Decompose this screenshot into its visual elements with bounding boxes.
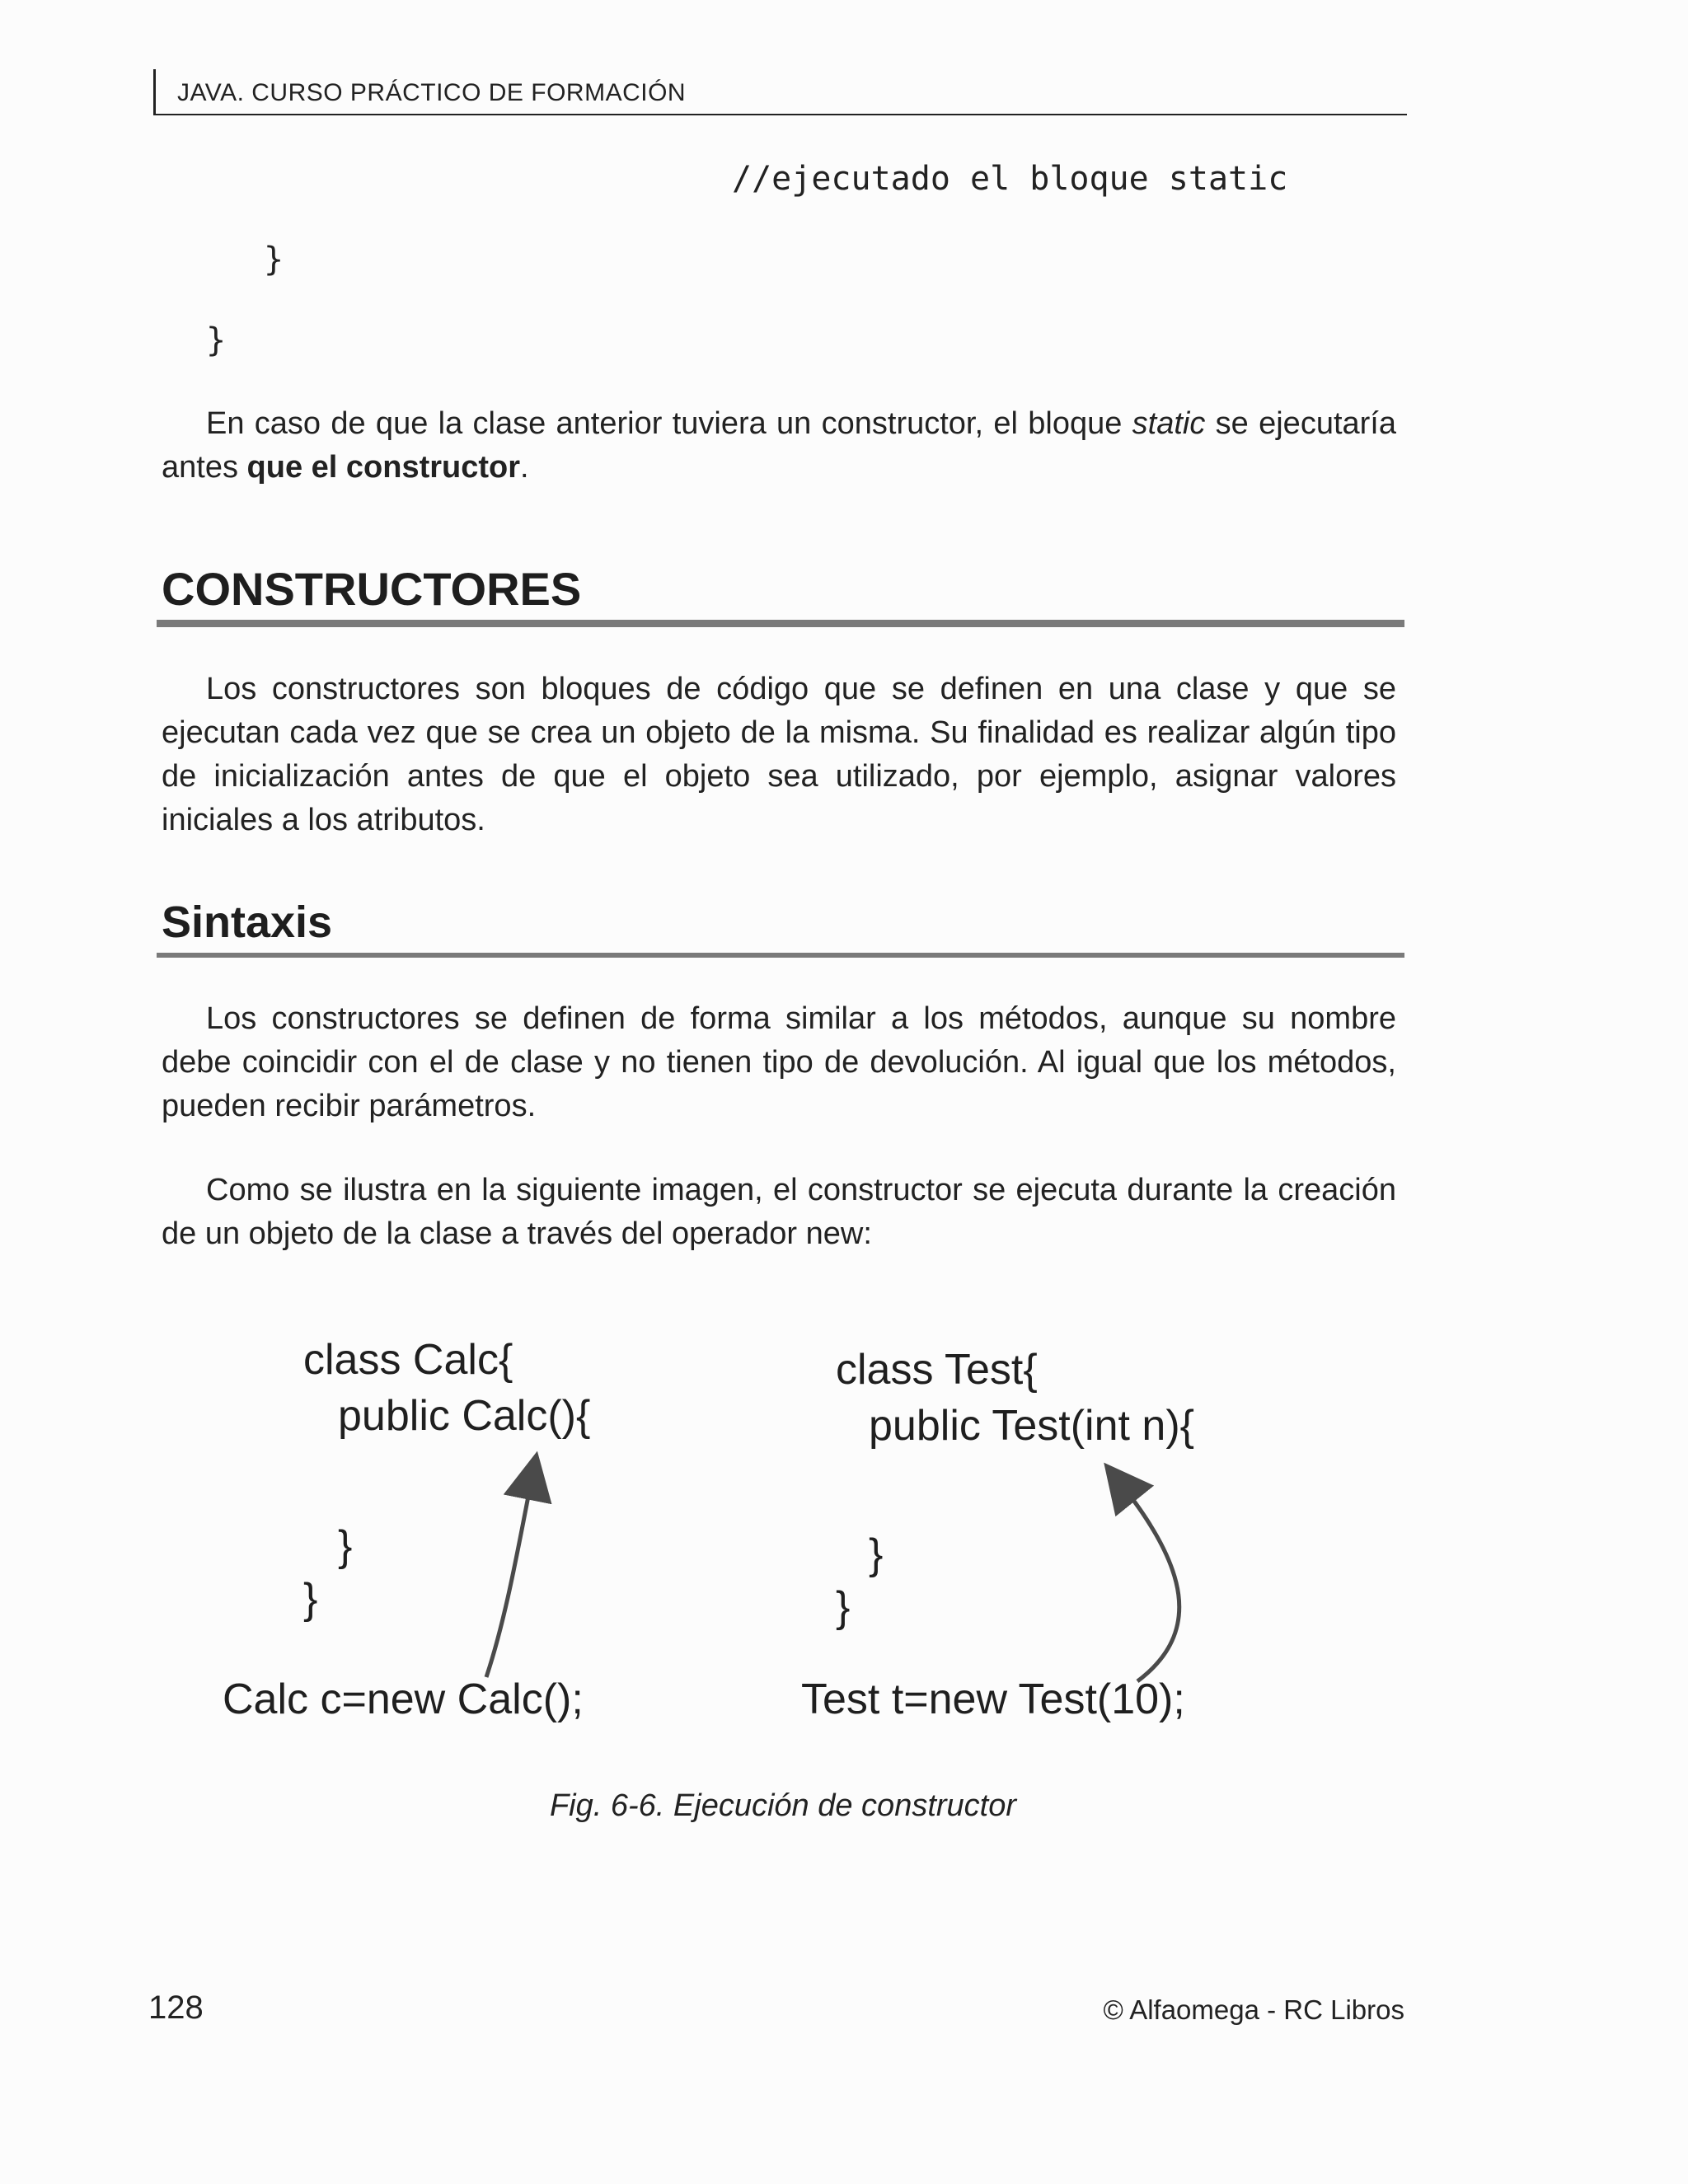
figure-left-instantiation: Calc c=new Calc(); [223, 1675, 584, 1723]
figure-right-class-line: class Test{ [836, 1346, 1038, 1394]
code-comment-line: //ejecutado el bloque static [732, 160, 1288, 198]
sintaxis-paragraph-2 [162, 1169, 1396, 1256]
figure-right-close-inner: } [869, 1530, 884, 1578]
intro-text-2: se ejecutaría antes [162, 406, 1396, 485]
running-header [153, 69, 1407, 115]
section-heading-constructores: CONSTRUCTORES [162, 563, 582, 615]
figure-left-close-inner: } [338, 1522, 353, 1570]
intro-italic-static: static [1132, 406, 1206, 441]
code-close-brace-inner: } [264, 241, 284, 279]
arrow-left-icon [486, 1475, 532, 1677]
arrow-right-icon [1119, 1482, 1179, 1681]
figure-caption: Fig. 6-6. Ejecución de constructor [549, 1788, 1017, 1823]
code-close-brace-outer: } [206, 321, 227, 359]
sintaxis-text-1: Los constructores se definen de forma similar a los métodos, aunque su nombre debe coincidir con el de clase y no tienen tipo de devolución. Al igual que los métodos, pueden recibir parámetros. [162, 1001, 1396, 1123]
heading-rule [157, 620, 1404, 627]
intro-text-3: . [520, 450, 529, 485]
figure-right-constructor-line: public Test(int n){ [869, 1402, 1195, 1450]
figure-left-close-outer: } [303, 1575, 318, 1623]
figure-right-instantiation: Test t=new Test(10); [801, 1675, 1185, 1723]
subheading-rule [157, 953, 1404, 958]
intro-text-1: En caso de que la clase anterior tuviera un constructor, el bloque [206, 406, 1132, 441]
sintaxis-text-2: Como se ilustra en la siguiente imagen, el constructor se ejecuta durante la creación de un objeto de la clase a través del operador new: [162, 1173, 1396, 1251]
section-heading-sintaxis: Sintaxis [162, 898, 333, 947]
sintaxis-paragraph-1 [162, 997, 1396, 1128]
figure-left-class-line: class Calc{ [303, 1336, 513, 1384]
constructores-text: Los constructores son bloques de código que se definen en una clase y que se ejecutan cada vez que se crea un objeto de la misma. Su finalidad es realizar algún tipo de inicialización antes de que el objeto sea utilizado, por ejemplo, asignar valores iniciales a los atributos. [162, 672, 1396, 837]
figure-left-constructor-line: public Calc(){ [338, 1392, 591, 1440]
publisher-credit: © Alfaomega - RC Libros [1103, 1994, 1404, 2025]
page-number: 128 [148, 1990, 204, 2026]
figure-arrows [190, 1335, 1278, 1764]
running-header-title: JAVA. CURSO PRÁCTICO DE FORMACIÓN [177, 79, 687, 106]
intro-bold-text: que el constructor [246, 450, 521, 485]
figure-right-close-outer: } [836, 1583, 851, 1631]
intro-paragraph [162, 402, 1396, 490]
constructores-paragraph [162, 668, 1396, 842]
constructor-figure [190, 1335, 1278, 1764]
